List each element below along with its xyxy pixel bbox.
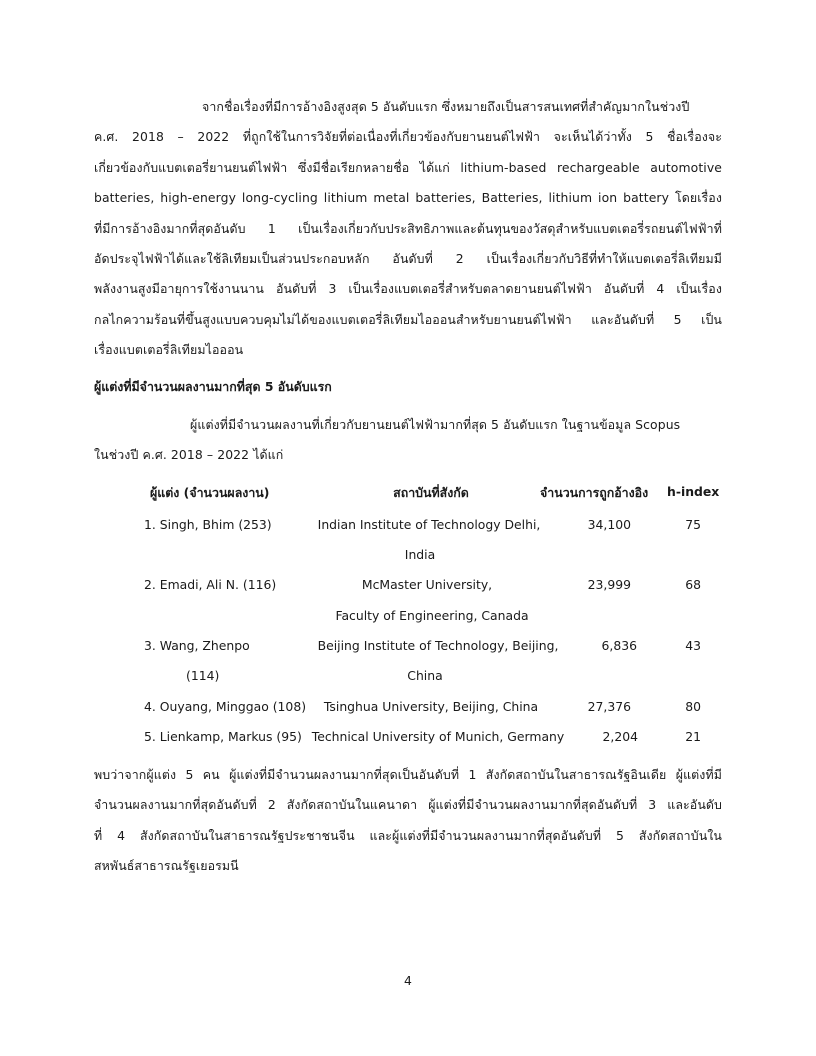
table-row-2-hindex: 68: [685, 577, 701, 592]
table-row-1-institution-line2: India: [404, 547, 436, 562]
table-row-5-hindex: 21: [685, 729, 701, 744]
conclusion-line: พบว่าจากผู้แต่ง 5 คน ผู้แต่งที่มีจำนวนผลงานมากที่สุดเป็นอันดับที่ 1 สังกัดสถาบันในสาธารณรัฐอินเดีย ผู้แต่งที่มี: [94, 767, 722, 782]
table-row-2-citations: 23,999: [587, 577, 631, 592]
table-row-5-citations: 2,204: [602, 729, 638, 744]
conclusion-line: สหพันธ์สาธารณรัฐเยอรมนี: [94, 858, 239, 874]
table-row-2-institution-line2: Faculty of Engineering, Canada: [335, 608, 529, 623]
section-line: ในช่วงปี ค.ศ. 2018 – 2022 ได้แก่: [94, 447, 284, 463]
table-row-1-hindex: 75: [685, 517, 701, 532]
intro-line: อัดประจุไฟฟ้าได้และใช้ลิเทียมเป็นส่วนประกอบหลัก อันดับที่ 2 เป็นเรื่องเกี่ยวกับวิธีที่ทำให้แบตเตอรี่ลิเทียมมี: [94, 251, 722, 267]
table-row-3-author: 3. Wang, Zhenpo: [144, 638, 250, 653]
table-row-3-author-line2: (114): [186, 668, 220, 683]
table-header-hindex: h-index: [667, 484, 720, 499]
table-row-4-institution: Tsinghua University, Beijing, China: [323, 699, 539, 714]
table-row-3-hindex: 43: [685, 638, 701, 653]
table-row-4-hindex: 80: [685, 699, 701, 714]
table-row-1-author: 1. Singh, Bhim (253): [144, 517, 272, 532]
intro-line: จากชื่อเรื่องที่มีการอ้างอิงสูงสุด 5 อันดับแรก ซึ่งหมายถึงเป็นสารสนเทศที่สำคัญมากในช่วงปี: [202, 99, 690, 114]
intro-line: เกี่ยวข้องกับแบตเตอรี่ยานยนต์ไฟฟ้า ซึ่งมีชื่อเรียกหลายชื่อ ได้แก่ lithium-based rechargeable automotive: [94, 159, 722, 175]
intro-line: เรื่องแบตเตอรี่ลิเทียมไอออน: [94, 342, 244, 358]
section-line: ผู้แต่งที่มีจำนวนผลงานที่เกี่ยวกับยานยนต์ไฟฟ้ามากที่สุด 5 อันดับแรก ในฐานข้อมูล Scopus: [190, 417, 681, 432]
table-row-3-institution: Beijing Institute of Technology, Beijing,: [317, 638, 559, 653]
table-row-3-institution-line2: China: [407, 668, 443, 683]
section-heading: ผู้แต่งที่มีจำนวนผลงานมากที่สุด 5 อันดับแรก: [94, 379, 332, 394]
table-row-5-institution: Technical University of Munich, Germany: [311, 729, 565, 744]
intro-line: กลไกความร้อนที่ขึ้นสูงแบบควบคุมไม่ได้ของแบตเตอรี่ลิเทียมไอออนสำหรับยานยนต์ไฟฟ้า และอันดับที่ 5 เป็น: [94, 311, 722, 327]
intro-line: ที่มีการอ้างอิงมากที่สุดอันดับ 1 เป็นเรื่องเกี่ยวกับประสิทธิภาพและต้นทุนของวัสดุสำหรับแบตเตอรี่รถยนต์ไฟฟ้าที่: [94, 220, 722, 236]
conclusion-line: จำนวนผลงานมากที่สุดอันดับที่ 2 สังกัดสถาบันในแคนาดา ผู้แต่งที่มีจำนวนผลงานมากที่สุดอันดับที่ 3 และอันดับ: [94, 797, 722, 813]
intro-paragraph: [94, 92, 722, 366]
table-row-2-institution: McMaster University,: [361, 577, 493, 592]
table-row-5-author: 5. Lienkamp, Markus (95): [144, 729, 302, 744]
table-header-author: ผู้แต่ง (จำนวนผลงาน): [150, 485, 270, 500]
page-number: 4: [404, 973, 412, 988]
table-header-institution: สถาบันที่สังกัด: [393, 485, 469, 500]
table-row-3-citations: 6,836: [601, 638, 637, 653]
table-row-4-author: 4. Ouyang, Minggao (108): [144, 699, 307, 714]
table-header-citations: จำนวนการถูกอ้างอิง: [540, 485, 649, 500]
conclusion-line: ที่ 4 สังกัดสถาบันในสาธารณรัฐประชาชนจีน และผู้แต่งที่มีจำนวนผลงานมากที่สุดอันดับที่ 5 สังกัดสถาบันใน: [94, 827, 722, 843]
table-row-1-citations: 34,100: [587, 517, 631, 532]
table-row-4-citations: 27,376: [587, 699, 631, 714]
intro-line: ค.ศ. 2018 – 2022 ที่ถูกใช้ในการวิจัยที่ต่อเนื่องที่เกี่ยวข้องกับยานยนต์ไฟฟ้า จะเห็นได้ว่าทั้ง 5 ชื่อเรื่องจะ: [94, 129, 722, 145]
table-row-1-institution: Indian Institute of Technology Delhi,: [317, 517, 541, 532]
section-paragraph: [94, 410, 722, 471]
intro-line: batteries, high-energy long-cycling lithium metal batteries, Batteries, lithium ion battery โดยเรื่อง: [94, 190, 722, 206]
conclusion-paragraph: [94, 760, 722, 882]
intro-line: พลังงานสูงมีอายุการใช้งานนาน อันดับที่ 3 เป็นเรื่องแบตเตอรี่สำหรับตลาดยานยนต์ไฟฟ้า อันดับที่ 4 เป็นเรื่อง: [94, 281, 722, 297]
table-row-2-author: 2. Emadi, Ali N. (116): [144, 577, 277, 592]
